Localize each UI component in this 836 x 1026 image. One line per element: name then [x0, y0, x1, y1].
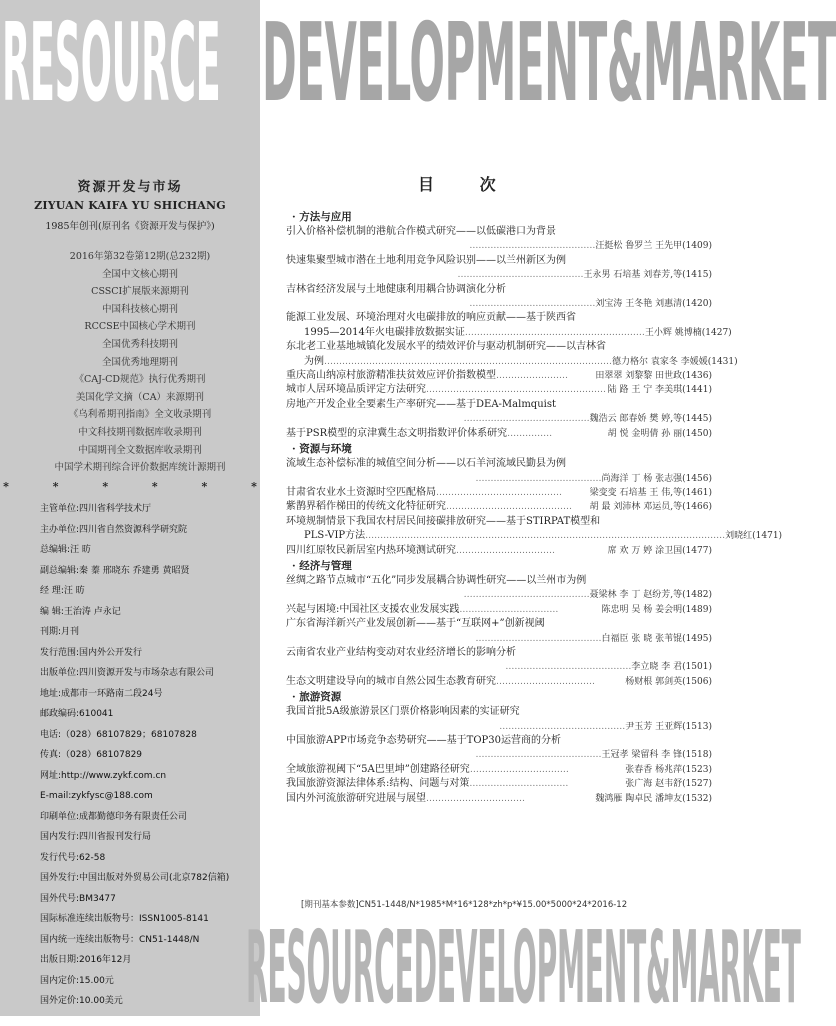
leader-dots: ……………………………	[496, 676, 595, 687]
info-row: 国内发行:四川省报刊发行局	[40, 832, 152, 842]
authors-text: 张春香 杨兆萍(1523)	[625, 764, 712, 775]
email-link[interactable]: E-mail:zykfysc@188.com	[40, 791, 153, 801]
article-title[interactable]: 环境规制情景下我国农村居民间接碳排放研究——基于STIRPAT模型和	[286, 515, 601, 527]
leader-dots: ……………………………	[456, 545, 555, 556]
article-title[interactable]: 云南省农业产业结构变动对农业经济增长的影响分析	[286, 646, 516, 658]
article-title-cont[interactable]: 为例	[304, 355, 324, 367]
info-row: 地址:成都市一环路南二段24号	[40, 688, 163, 699]
article-authors	[286, 660, 712, 674]
info-row: 国外定价:10.00美元	[40, 996, 123, 1006]
leader-dots: ……………………………………	[457, 270, 584, 281]
article-row	[286, 792, 712, 806]
article-authors	[286, 412, 712, 426]
info-row: 经 理:汪 昉	[40, 586, 85, 596]
article-title[interactable]: 重庆高山纳凉村旅游精准扶贫效应评价指数模型	[286, 370, 496, 382]
article-title[interactable]: 城市人居环境品质评定方法研究	[286, 384, 426, 396]
authors-text: 田翠翠 刘黎黎 田世政(1436)	[595, 371, 712, 382]
article-title[interactable]: 快速集聚型城市潜在土地利用竞争风险识别——以兰州新区为例	[286, 254, 566, 266]
info-row: 邮政编码:610041	[40, 709, 114, 719]
authors-text: 席 欢 万 婷 涂卫国(1477)	[607, 545, 712, 556]
leader-dots: ……………………………………	[436, 487, 562, 498]
info-row: 电话:（028）68107829；68107828	[40, 729, 197, 740]
article-title[interactable]: 兴起与困境:中国社区支援农业发展实践	[286, 603, 460, 615]
article-authors	[286, 239, 712, 253]
honor-item: 全国中文核心期刊	[101, 268, 178, 280]
section-heading: · 方法与应用	[292, 211, 352, 223]
journal-parameters: [期刊基本参数]CN51-1448/N*1985*M*16*128*zh*p*¥15.00*5000*24*2016-12	[301, 900, 628, 910]
article-title[interactable]: 能源工业发展、环境治理对火电碳排放的响应贡献——基于陕西省	[286, 312, 576, 324]
authors-text: 张广海 赵韦舒(1527)	[625, 779, 712, 790]
authors-text: 聂梁林 李 丁 赵纷芳,等(1482)	[589, 590, 712, 601]
article-title[interactable]: 四川红原牧民新居室内热环境测试研究	[286, 544, 456, 556]
leader-dots: ……………	[507, 428, 553, 439]
leader-dots: ……………………………	[469, 764, 569, 775]
article-title[interactable]: 引入价格补偿机制的港航合作模式研究——以低碳港口为背景	[286, 226, 556, 237]
journal-title-cn: 资源开发与市场	[77, 180, 183, 195]
article-row	[286, 675, 712, 689]
article-row	[286, 544, 712, 558]
leader-dots: ……………………………………	[499, 721, 626, 732]
article-row	[286, 486, 712, 500]
authors-text: 尚海洋 丁 杨 张志强(1456)	[601, 473, 712, 484]
authors-text: 尹玉芳 王亚辉(1513)	[625, 721, 712, 732]
leader-dots: …………………………………………………………………………………………………………	[365, 531, 726, 542]
authors-text: 陆 路 王 宁 李美琪(1441)	[607, 385, 712, 396]
info-row: 印刷单位:成都勤德印务有限责任公司	[40, 811, 188, 822]
authors-text: 陈忠明 吴 杨 姜会明(1489)	[601, 604, 712, 615]
honors-list	[0, 248, 280, 477]
leader-dots: ……………………………………	[475, 633, 602, 644]
section-heading: · 旅游资源	[292, 691, 342, 704]
journal-founded: 1985年创刊(原刊名《资源开发与保护》)	[45, 221, 215, 232]
info-row: 主管单位:四川省科学技术厅	[40, 504, 152, 514]
leader-dots: ……………………	[496, 371, 568, 382]
leader-dots: ……………………………………	[475, 473, 602, 484]
banner-top-right: DEVELOPMENT&MARKET	[262, 1, 836, 126]
authors-text: 杨财根 郭剑英(1506)	[625, 676, 712, 687]
leader-dots: ……………………………………	[463, 414, 590, 425]
article-title[interactable]: 生态文明建设导向的城市自然公园生态教育研究	[286, 675, 496, 687]
website-link[interactable]: 网址:http://www.zykf.com.cn	[40, 770, 167, 781]
article-title-cont[interactable]: 1995—2014年火电碳排放数据实证	[304, 326, 465, 338]
authors-text: 李立晓 李 君(1501)	[631, 662, 712, 673]
article-title-cont[interactable]: PLS-VIP方法	[304, 530, 366, 542]
leader-dots: ……………………………	[459, 604, 559, 615]
article-title[interactable]: 全域旅游视阈下“5A巴里坤”创建路径研究	[286, 763, 470, 775]
leader-dots: ……………………………	[426, 793, 525, 804]
authors-text: 胡 最 刘沛林 邓运员,等(1466)	[589, 502, 712, 513]
article-title[interactable]: 东北老工业基地城镇化发展水平的绩效评价与驱动机制研究——以吉林省	[286, 341, 606, 353]
honor-item: 中国学术期刊综合评价数据库统计源期刊	[54, 462, 226, 474]
article-title[interactable]: 甘肃省农业水土资源时空匹配格局	[286, 486, 436, 498]
banner-bottom: RESOURCEDEVELOPMENT&MARKET	[246, 909, 801, 1026]
honor-item: 《CAJ-CD规范》执行优秀期刊	[74, 374, 206, 386]
authors-text: 刘晓红(1471)	[725, 531, 783, 542]
article-row	[286, 603, 712, 617]
leader-dots: ……………………………………	[469, 299, 596, 310]
leader-dots: ……………………………	[469, 779, 569, 790]
journal-title-pinyin: ZIYUAN KAIFA YU SHICHANG	[34, 199, 226, 212]
authors-text: 白福臣 张 晓 张苇锟(1495)	[601, 633, 712, 644]
article-title[interactable]: 国内外河流旅游研究进展与展望	[286, 792, 426, 804]
article-title[interactable]: 广东省海洋新兴产业发展创新——基于“互联网+”创新视阈	[286, 618, 545, 630]
article-title[interactable]: 房地产开发企业全要素生产率研究——基于DEA-Malmquist	[286, 398, 556, 410]
article-title[interactable]: 流域生态补偿标准的城值空间分析——以石羊河流域民勤县为例	[286, 458, 566, 470]
info-row: 传真:（028）68107829	[40, 750, 143, 760]
leader-dots: ……………………………………	[505, 662, 632, 673]
authors-text: 刘宝涛 王冬艳 刘惠清(1420)	[595, 299, 712, 310]
honor-item: 全国优秀科技期刊	[101, 338, 178, 350]
info-row: 国内定价:15.00元	[40, 975, 114, 986]
honor-item: 《乌利希期刊指南》全文收录期刊	[68, 409, 212, 421]
journal-header	[0, 178, 260, 235]
article-authors	[286, 720, 712, 734]
article-row	[286, 383, 712, 397]
authors-text: 魏鸿雁 陶卓民 潘坤友(1532)	[595, 793, 712, 804]
authors-text: 王小辉 姚博楠(1427)	[644, 327, 732, 338]
article-authors	[286, 748, 712, 762]
article-authors	[286, 588, 712, 602]
honor-item: 中国期刊全文数据库收录期刊	[78, 444, 202, 456]
honor-item: 全国优秀地理期刊	[101, 356, 178, 368]
contents-title: 目 次	[418, 175, 516, 194]
article-title[interactable]: 基于PSR模型的京津冀生态文明指数评价体系研究	[286, 427, 508, 439]
article-row	[286, 763, 712, 777]
article-row	[286, 529, 783, 543]
article-title[interactable]: 中国旅游APP市场竞争态势研究——基于TOP30运营商的分析	[286, 735, 561, 746]
leader-dots: ……………………………………	[469, 241, 596, 252]
article-authors	[286, 632, 712, 646]
honor-item: 中国科技核心期刊	[101, 303, 178, 315]
publication-info	[40, 499, 270, 1012]
honor-item: CSSCI扩展版来源期刊	[91, 286, 189, 298]
authors-text: 王永男 石培基 刘春芳,等(1415)	[583, 270, 712, 281]
article-title[interactable]: 丝绸之路节点城市“五化”同步发展耦合协调性研究——以兰州市为例	[286, 574, 587, 586]
honor-item: 美国化学文摘（CA）来源期刊	[75, 391, 205, 403]
article-title[interactable]: 我国旅游资源法律体系:结构、问题与对策	[286, 778, 470, 790]
leader-dots: ……………………………………	[475, 750, 602, 761]
star-divider: * * * * * *	[3, 480, 277, 493]
info-row: 编 辑:王治涛 卢永记	[40, 606, 121, 617]
article-row	[286, 777, 712, 791]
article-title[interactable]: 我国首批5A级旅游景区门票价格影响因素的实证研究	[286, 706, 520, 718]
authors-text: 胡 悦 金明倩 孙 丽(1450)	[607, 428, 712, 439]
info-row: 主办单位:四川省自然资源科学研究院	[40, 524, 188, 535]
article-row	[286, 326, 732, 340]
table-of-contents	[286, 209, 783, 806]
authors-text: 王冠孝 梁留科 李 锋(1518)	[601, 750, 712, 761]
article-title[interactable]: 吉林省经济发展与土地健康利用耦合协调演化分析	[286, 283, 506, 295]
info-row: 副总编辑:秦 蓁 邢晓东 乔建勇 黄昭贤	[40, 565, 190, 576]
info-row: 国外代号:BM3477	[40, 893, 116, 904]
authors-text: 梁变变 石培基 王 伟,等(1461)	[589, 487, 712, 498]
info-row: 发行代号:62-58	[40, 852, 106, 863]
info-row: 总编辑:汪 昉	[40, 545, 91, 555]
issue-info: 2016年第32卷第12期(总232期)	[69, 251, 211, 262]
info-row: 发行范围:国内外公开发行	[40, 647, 143, 658]
honor-item: 中文科技期刊数据库收录期刊	[78, 426, 202, 438]
info-row: 出版单位:四川资源开发与市场杂志有限公司	[40, 668, 215, 678]
article-authors	[286, 472, 712, 486]
info-row: 出版日期:2016年12月	[40, 955, 132, 965]
leader-dots: ……………………………………	[446, 502, 572, 513]
article-title[interactable]: 紫鹊界稻作梯田的传统文化特征研究	[286, 501, 446, 513]
leader-dots: ……………………………………	[463, 590, 590, 601]
article-authors	[286, 297, 712, 311]
authors-text: 德力格尔 袁家冬 李媛媛(1431)	[612, 356, 738, 367]
article-row	[286, 500, 712, 514]
section-heading: · 经济与管理	[292, 559, 352, 572]
info-row: 国外发行:中国出版对外贸易公司(北京782信箱)	[40, 873, 230, 883]
banner-top-left: RESOURCE	[2, 1, 221, 126]
authors-text: 汪挺松 鲁罗兰 王先甲(1409)	[595, 241, 712, 252]
authors-text: 魏浩云 郎春娇 樊 婷,等(1445)	[589, 414, 712, 425]
article-row	[286, 369, 712, 383]
section-heading: · 资源与环境	[292, 443, 352, 456]
info-row: 国际标准连续出版物号：ISSN1005-8141	[40, 914, 209, 924]
leader-dots: ……………………………………………………	[426, 385, 606, 396]
honor-item: RCCSE中国核心学术期刊	[84, 321, 196, 333]
article-row	[286, 355, 738, 369]
leader-dots: ……………………………………………………	[464, 327, 645, 338]
article-row	[286, 427, 712, 441]
info-row: 国内统一连续出版物号：CN51-1448/N	[40, 934, 200, 945]
info-row: 刊期:月刊	[40, 627, 80, 637]
leader-dots: ……………………………………………………………………………………	[324, 356, 612, 367]
article-authors	[286, 268, 712, 282]
